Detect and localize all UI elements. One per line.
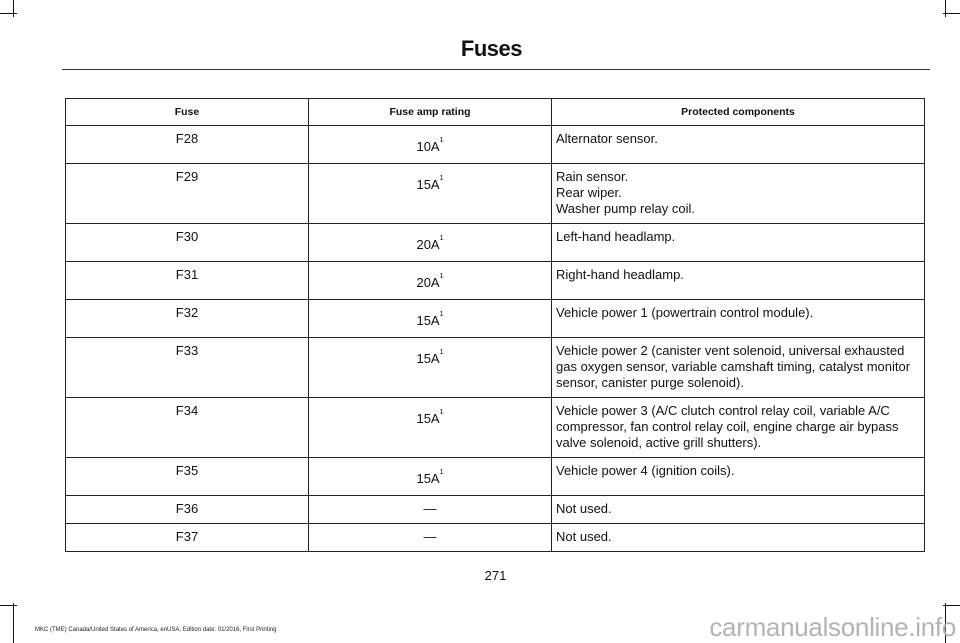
component-text: Vehicle power 2 (canister vent solenoid, universal exhausted gas oxygen sensor, variable camshaft timing, catalyst monitor sensor, canister purge solenoid). xyxy=(556,343,911,390)
table-row xyxy=(66,126,925,164)
fuse-id-cell: F37 xyxy=(66,524,309,552)
watermark: carmanualsonline.info xyxy=(709,612,956,642)
fuse-id-cell: F31 xyxy=(66,262,309,300)
component-text: Not used. xyxy=(556,529,612,544)
component-text: Vehicle power 3 (A/C clutch control relay coil, variable A/C compressor, fan control relay coil, engine charge air bypass valve solenoid, active grill shutters). xyxy=(556,403,899,450)
component-text: Alternator sensor. xyxy=(556,131,658,146)
component-text: Rain sensor. xyxy=(556,169,629,184)
protected-components-cell xyxy=(552,524,925,552)
amp-rating-value: — xyxy=(423,529,437,544)
amp-rating-cell xyxy=(309,398,552,458)
footnote-marker: 1 xyxy=(439,175,444,182)
protected-components-cell xyxy=(552,458,925,496)
crop-mark xyxy=(943,605,960,606)
footnote-marker: 1 xyxy=(439,349,444,356)
column-header-amp-rating: Fuse amp rating xyxy=(309,99,552,126)
table-row xyxy=(66,224,925,262)
amp-rating-cell xyxy=(309,524,552,552)
amp-rating-cell xyxy=(309,496,552,524)
crop-mark xyxy=(943,13,960,14)
table-row xyxy=(66,300,925,338)
component-text: Washer pump relay coil. xyxy=(556,201,695,216)
fuse-table xyxy=(65,98,925,552)
protected-components-cell xyxy=(552,224,925,262)
edition-footer: MKC (TME) Canada/United States of America, enUSA, Edition date: 01/2016, First Printing xyxy=(35,627,277,633)
crop-mark xyxy=(13,0,14,17)
footnote-marker: 1 xyxy=(439,469,444,476)
footnote-marker: 1 xyxy=(439,235,444,242)
protected-components-cell xyxy=(552,164,925,224)
title-divider xyxy=(62,69,930,70)
footnote-marker: 1 xyxy=(439,137,444,144)
page-number: 271 xyxy=(484,568,507,583)
amp-rating-value: 20A xyxy=(416,275,440,290)
amp-rating-value: 10A xyxy=(416,139,440,154)
footnote-marker: 1 xyxy=(439,311,444,318)
amp-rating-cell xyxy=(309,458,552,496)
table-row xyxy=(66,262,925,300)
crop-mark xyxy=(945,0,946,17)
amp-rating-value: 15A xyxy=(416,177,440,192)
fuse-id-cell: F33 xyxy=(66,338,309,398)
crop-mark xyxy=(0,13,17,14)
protected-components-cell xyxy=(552,126,925,164)
crop-mark xyxy=(13,603,14,643)
amp-rating-value: 15A xyxy=(416,313,440,328)
amp-rating-value: 15A xyxy=(416,411,440,426)
table-body xyxy=(66,126,925,552)
component-text: Rear wiper. xyxy=(556,185,622,200)
fuse-id-cell: F36 xyxy=(66,496,309,524)
page-title: Fuses xyxy=(460,36,522,61)
component-text: Vehicle power 1 (powertrain control module). xyxy=(556,305,814,320)
column-header-protected-components: Protected components xyxy=(552,99,925,126)
table-row xyxy=(66,524,925,552)
table-row xyxy=(66,338,925,398)
amp-rating-cell xyxy=(309,300,552,338)
component-text: Vehicle power 4 (ignition coils). xyxy=(556,463,735,478)
amp-rating-cell xyxy=(309,338,552,398)
amp-rating-value: 15A xyxy=(416,351,440,366)
table-row xyxy=(66,458,925,496)
table-row xyxy=(66,164,925,224)
component-text: Left-hand headlamp. xyxy=(556,229,676,244)
table-header-row xyxy=(66,99,925,126)
protected-components-cell xyxy=(552,496,925,524)
fuse-id-cell: F28 xyxy=(66,126,309,164)
table-row xyxy=(66,398,925,458)
component-text: Right-hand headlamp. xyxy=(556,267,684,282)
amp-rating-cell xyxy=(309,126,552,164)
amp-rating-cell xyxy=(309,224,552,262)
fuse-id-cell: F29 xyxy=(66,164,309,224)
footnote-marker: 1 xyxy=(439,409,444,416)
protected-components-cell xyxy=(552,398,925,458)
protected-components-cell xyxy=(552,338,925,398)
amp-rating-value: — xyxy=(423,501,437,516)
footnote-marker: 1 xyxy=(439,273,444,280)
protected-components-cell xyxy=(552,262,925,300)
crop-mark xyxy=(0,605,17,606)
fuse-id-cell: F32 xyxy=(66,300,309,338)
amp-rating-value: 20A xyxy=(416,237,440,252)
amp-rating-value: 15A xyxy=(416,471,440,486)
amp-rating-cell xyxy=(309,164,552,224)
fuse-id-cell: F30 xyxy=(66,224,309,262)
protected-components-cell xyxy=(552,300,925,338)
table-row xyxy=(66,496,925,524)
column-header-fuse: Fuse xyxy=(66,99,309,126)
fuse-id-cell: F35 xyxy=(66,458,309,496)
component-text: Not used. xyxy=(556,501,612,516)
amp-rating-cell xyxy=(309,262,552,300)
fuse-id-cell: F34 xyxy=(66,398,309,458)
